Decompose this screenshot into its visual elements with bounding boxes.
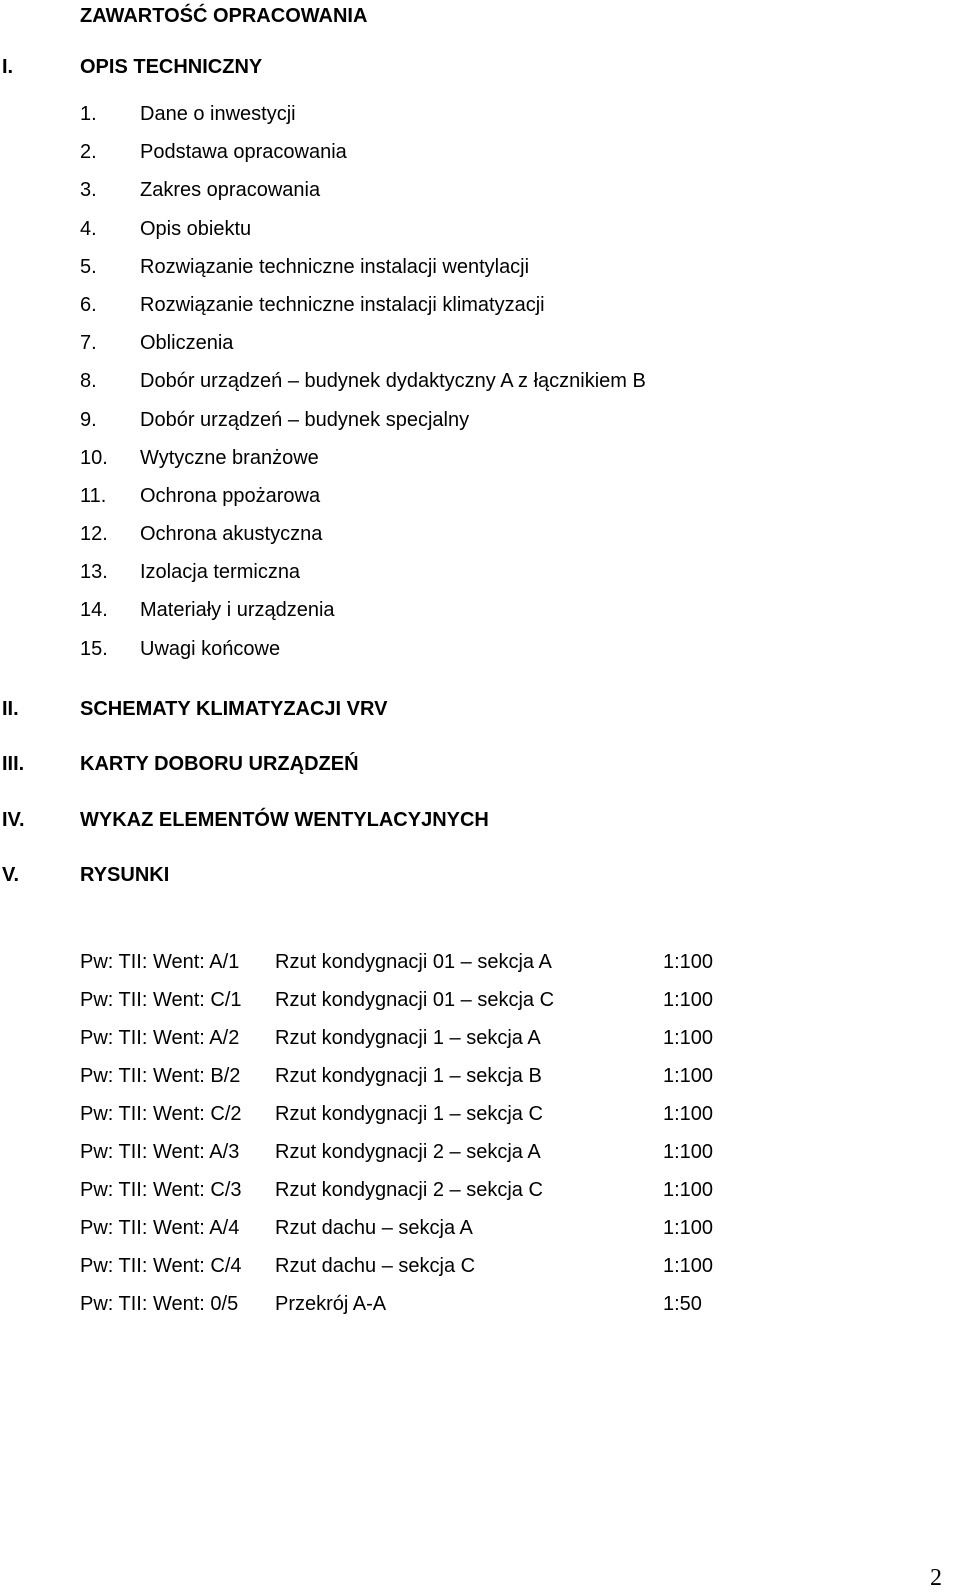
toc-item-label: Uwagi końcowe	[140, 637, 281, 660]
page-title: ZAWARTOŚĆ OPRACOWANIA	[80, 5, 368, 27]
drawing-description: Rzut kondygnacji 01 – sekcja C	[275, 989, 555, 1011]
toc-item	[0, 446, 900, 484]
drawing-row	[0, 988, 900, 1026]
drawing-code: Pw: TII: Went: A/1	[80, 951, 240, 973]
toc-item	[0, 255, 900, 293]
toc-item-label: Rozwiązanie techniczne instalacji klimatyzacji	[140, 293, 545, 316]
drawing-description: Rzut kondygnacji 1 – sekcja B	[275, 1065, 542, 1087]
toc-item	[0, 560, 900, 598]
toc-item	[0, 293, 900, 331]
section-title: OPIS TECHNICZNY	[80, 56, 263, 78]
toc-item-number: 6.	[80, 293, 97, 316]
section-number: III.	[2, 753, 25, 775]
toc-item-label: Podstawa opracowania	[140, 141, 347, 164]
drawing-row	[0, 1064, 900, 1102]
drawing-scale: 1:100	[663, 1141, 714, 1163]
toc-item-number: 2.	[80, 141, 97, 164]
drawing-scale: 1:100	[663, 951, 714, 973]
drawing-scale: 1:100	[663, 1255, 714, 1277]
toc-item-number: 1.	[80, 103, 97, 125]
drawing-scale: 1:100	[663, 989, 714, 1011]
drawing-list	[0, 950, 900, 1330]
toc-item-number: 5.	[80, 255, 97, 278]
drawing-description: Rzut dachu – sekcja C	[275, 1255, 476, 1277]
toc-item-label: Obliczenia	[140, 332, 234, 355]
drawing-row	[0, 950, 900, 988]
toc-item-label: Rozwiązanie techniczne instalacji wentylacji	[140, 255, 530, 278]
drawing-code: Pw: TII: Went: C/2	[80, 1103, 242, 1125]
drawing-description: Przekrój A-A	[275, 1293, 387, 1315]
drawing-row	[0, 1102, 900, 1140]
toc-item	[0, 369, 900, 407]
toc-item	[0, 408, 900, 446]
drawing-code: Pw: TII: Went: C/4	[80, 1255, 242, 1277]
toc-item-label: Ochrona ppożarowa	[140, 484, 321, 507]
toc-item-number: 12.	[80, 523, 108, 546]
section-number: I.	[2, 56, 14, 78]
toc-item-number: 10.	[80, 446, 108, 469]
drawing-scale: 1:100	[663, 1065, 714, 1087]
section-number: II.	[2, 698, 19, 720]
drawing-row	[0, 1026, 900, 1064]
page-number: 2	[930, 1565, 942, 1591]
drawing-row	[0, 1140, 900, 1178]
toc-list-section-1	[0, 102, 900, 675]
toc-item	[0, 484, 900, 522]
toc-item	[0, 140, 900, 178]
toc-item-number: 9.	[80, 408, 97, 431]
drawing-row	[0, 1178, 900, 1216]
toc-item-label: Dobór urządzeń – budynek dydaktyczny A z łącznikiem B	[140, 370, 646, 393]
drawing-code: Pw: TII: Went: A/3	[80, 1141, 240, 1163]
toc-item	[0, 217, 900, 255]
toc-item-number: 13.	[80, 561, 108, 584]
drawing-row	[0, 1254, 900, 1292]
section-title: KARTY DOBORU URZĄDZEŃ	[80, 753, 359, 775]
toc-item	[0, 522, 900, 560]
drawing-scale: 1:100	[663, 1103, 714, 1125]
section-title: WYKAZ ELEMENTÓW WENTYLACYJNYCH	[80, 809, 489, 831]
drawing-scale: 1:50	[663, 1293, 702, 1315]
toc-item-label: Dobór urządzeń – budynek specjalny	[140, 408, 470, 431]
toc-item-label: Materiały i urządzenia	[140, 599, 335, 622]
section-title: RYSUNKI	[80, 864, 170, 886]
toc-item-number: 8.	[80, 370, 97, 393]
drawing-description: Rzut kondygnacji 2 – sekcja C	[275, 1179, 543, 1201]
toc-item-label: Wytyczne branżowe	[140, 446, 319, 469]
drawing-description: Rzut kondygnacji 01 – sekcja A	[275, 951, 552, 973]
toc-item-label: Ochrona akustyczna	[140, 523, 323, 546]
drawing-row	[0, 1216, 900, 1254]
drawing-code: Pw: TII: Went: B/2	[80, 1065, 241, 1087]
toc-item-number: 15.	[80, 637, 108, 660]
toc-item-label: Izolacja termiczna	[140, 561, 301, 584]
toc-item-label: Zakres opracowania	[140, 179, 321, 202]
toc-item	[0, 331, 900, 369]
drawing-code: Pw: TII: Went: C/3	[80, 1179, 242, 1201]
drawing-code: Pw: TII: Went: C/1	[80, 989, 242, 1011]
drawing-scale: 1:100	[663, 1217, 714, 1239]
drawing-description: Rzut kondygnacji 2 – sekcja A	[275, 1141, 541, 1163]
drawing-description: Rzut kondygnacji 1 – sekcja A	[275, 1027, 541, 1049]
section-title: SCHEMATY KLIMATYZACJI VRV	[80, 698, 388, 720]
toc-item-number: 11.	[80, 484, 107, 507]
toc-item-number: 4.	[80, 217, 97, 240]
drawing-description: Rzut dachu – sekcja A	[275, 1217, 473, 1239]
toc-item	[0, 102, 900, 140]
drawing-code: Pw: TII: Went: 0/5	[80, 1293, 239, 1315]
drawing-code: Pw: TII: Went: A/2	[80, 1027, 240, 1049]
section-number: IV.	[2, 809, 25, 831]
toc-item-number: 7.	[80, 332, 97, 355]
drawing-code: Pw: TII: Went: A/4	[80, 1217, 240, 1239]
toc-item-label: Opis obiektu	[140, 217, 252, 240]
toc-item	[0, 598, 900, 636]
toc-item	[0, 178, 900, 216]
drawing-row	[0, 1292, 900, 1330]
section-number: V.	[2, 864, 20, 886]
drawing-scale: 1:100	[663, 1179, 714, 1201]
toc-item-number: 14.	[80, 599, 108, 622]
drawing-description: Rzut kondygnacji 1 – sekcja C	[275, 1103, 543, 1125]
drawing-scale: 1:100	[663, 1027, 714, 1049]
toc-item	[0, 637, 900, 675]
toc-item-label: Dane o inwestycji	[140, 103, 296, 125]
toc-item-number: 3.	[80, 179, 97, 202]
